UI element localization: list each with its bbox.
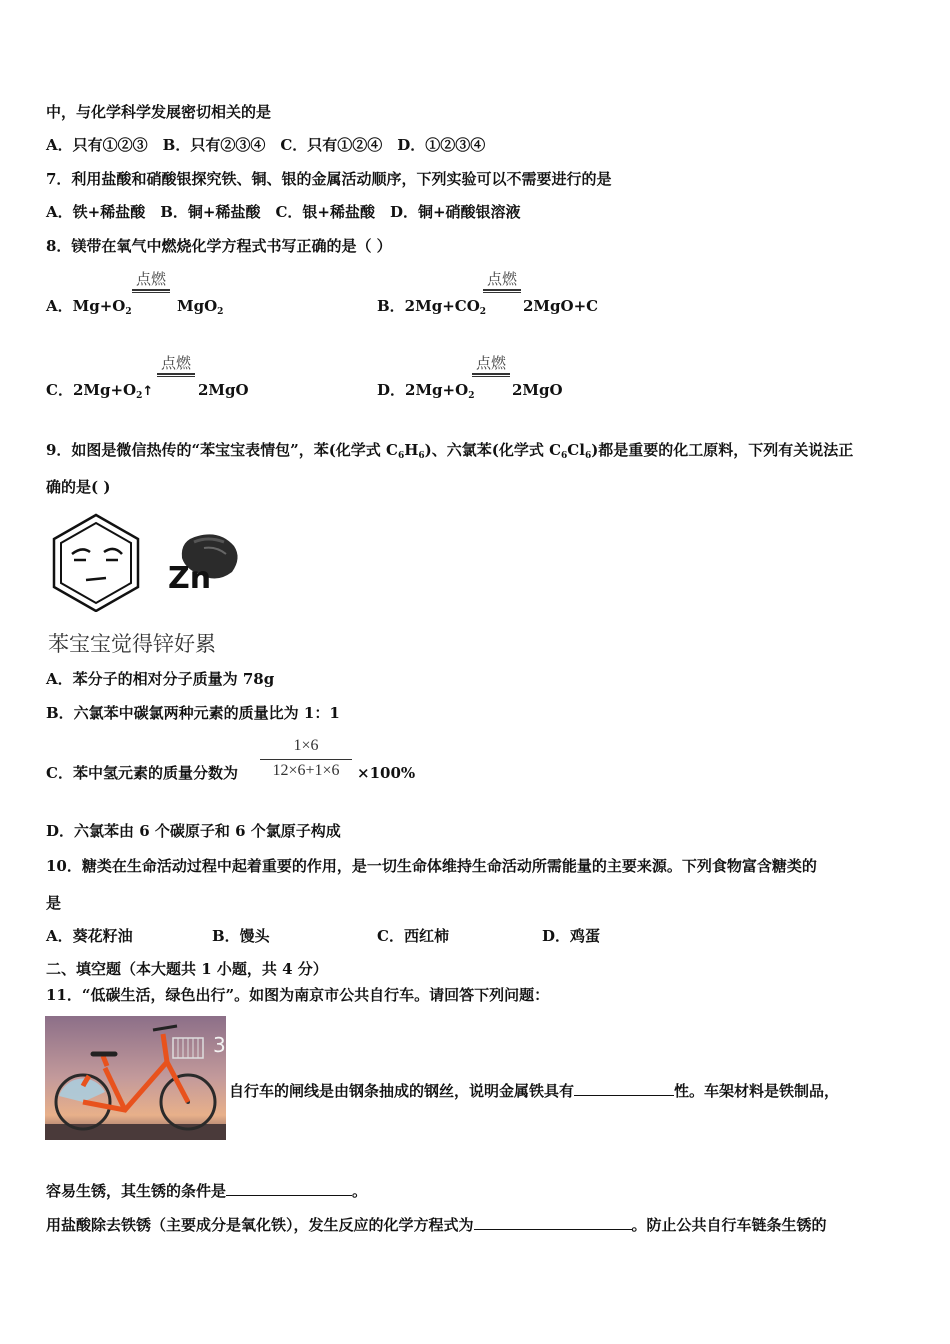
question-9: 9．如图是微信热传的“苯宝宝表情包”，苯(化学式 $C_6H_6$)、六氯苯(化学式 $C_6Cl_6$)都是重要的化工原料，下列有关说法正 [46,441,854,461]
q11-line3: 容易生锈，其生锈的条件是 。 [46,1182,368,1200]
q9-option-a: A．苯分子的相对分子质量为 78g [46,670,275,688]
q10-option-a: A．葵花籽油 [46,927,133,945]
q8-option-b: B．$2Mg+CO_2$ [377,297,487,317]
zinc-backpack-image [164,528,244,592]
condition-mark-d: 点燃 [472,354,510,378]
q10-option-b: B．馒头 [212,927,270,945]
q8-option-d: D．$2Mg+O_2$ [377,381,475,401]
question-8: 8．镁带在氧气中燃烧化学方程式书写正确的是（ ） [46,237,392,255]
q6-options: A．只有①②③ B．只有②③④ C．只有①②④ D．①②③④ [46,136,486,154]
q9-option-c: C．苯中氢元素的质量分数为 [46,764,238,782]
fraction-bar [260,759,352,760]
emoji-caption: 苯宝宝觉得锌好累 [48,632,216,656]
zn-label: Zn [168,561,212,592]
condition-mark-a: 点燃 [132,270,170,294]
q7-options: A．铁+稀盐酸 B．铜+稀盐酸 C．银+稀盐酸 D．铜+硝酸银溶液 [46,203,521,221]
q9-option-d: D．六氯苯由 6 个碳原子和 6 个氯原子构成 [46,822,341,840]
q8-product-d: 2MgO [512,381,563,399]
q9-option-b: B．六氯苯中碳氯两种元素的质量比为 1：1 [46,704,340,722]
answer-blank[interactable] [226,1181,352,1196]
photo-text: 3 [213,1033,226,1057]
question-10-line2: 是 [46,894,62,912]
section-heading: 二、填空题（本大题共 1 小题，共 4 分） [46,960,328,978]
condition-mark-c: 点燃 [157,354,195,378]
q10-option-d: D．鸡蛋 [542,927,601,945]
q10-option-c: C．西红柿 [377,927,449,945]
text-line: 中，与化学科学发展密切相关的是 [46,103,272,121]
question-10: 10．糖类在生命活动过程中起着重要的作用，是一切生命体维持生命活动所需能量的主要来源。下列食物富含糖类的 [46,857,817,875]
q8-product-a: MgO$_2$ [177,297,224,317]
q8-option-a: A．$Mg+O_2$ [46,297,132,317]
fraction-denominator: 12×6+1×6 [272,762,340,779]
bicycle-photo [45,1016,226,1140]
q8-option-c: C．$2Mg+O_2↑$ [46,381,154,401]
benzene-emoji-image [48,512,144,612]
answer-blank[interactable] [474,1215,632,1230]
question-11: 11．“低碳生活，绿色出行”。如图为南京市公共自行车。请回答下列问题： [46,986,550,1004]
q11-side-text: 自行车的闸线是由钢条抽成的钢丝，说明金属铁具有 性。车架材料是铁制品， [229,1082,840,1100]
question-7: 7．利用盐酸和硝酸银探究铁、铜、银的金属活动顺序，下列实验可以不需要进行的是 [46,170,612,188]
question-9-line2: 确的是( ) [46,478,111,496]
answer-blank[interactable] [574,1081,674,1096]
q8-product-b: 2MgO+C [523,297,599,315]
condition-mark-b: 点燃 [483,270,521,294]
fraction-numerator: 1×6 [293,737,319,754]
percent-suffix: ×100% [357,764,416,782]
fraction [258,737,354,785]
q8-product-c: 2MgO [198,381,249,399]
q11-line4: 用盐酸除去铁锈（主要成分是氧化铁），发生反应的化学方程式为 。防止公共自行车链条生锈的 [46,1216,827,1234]
